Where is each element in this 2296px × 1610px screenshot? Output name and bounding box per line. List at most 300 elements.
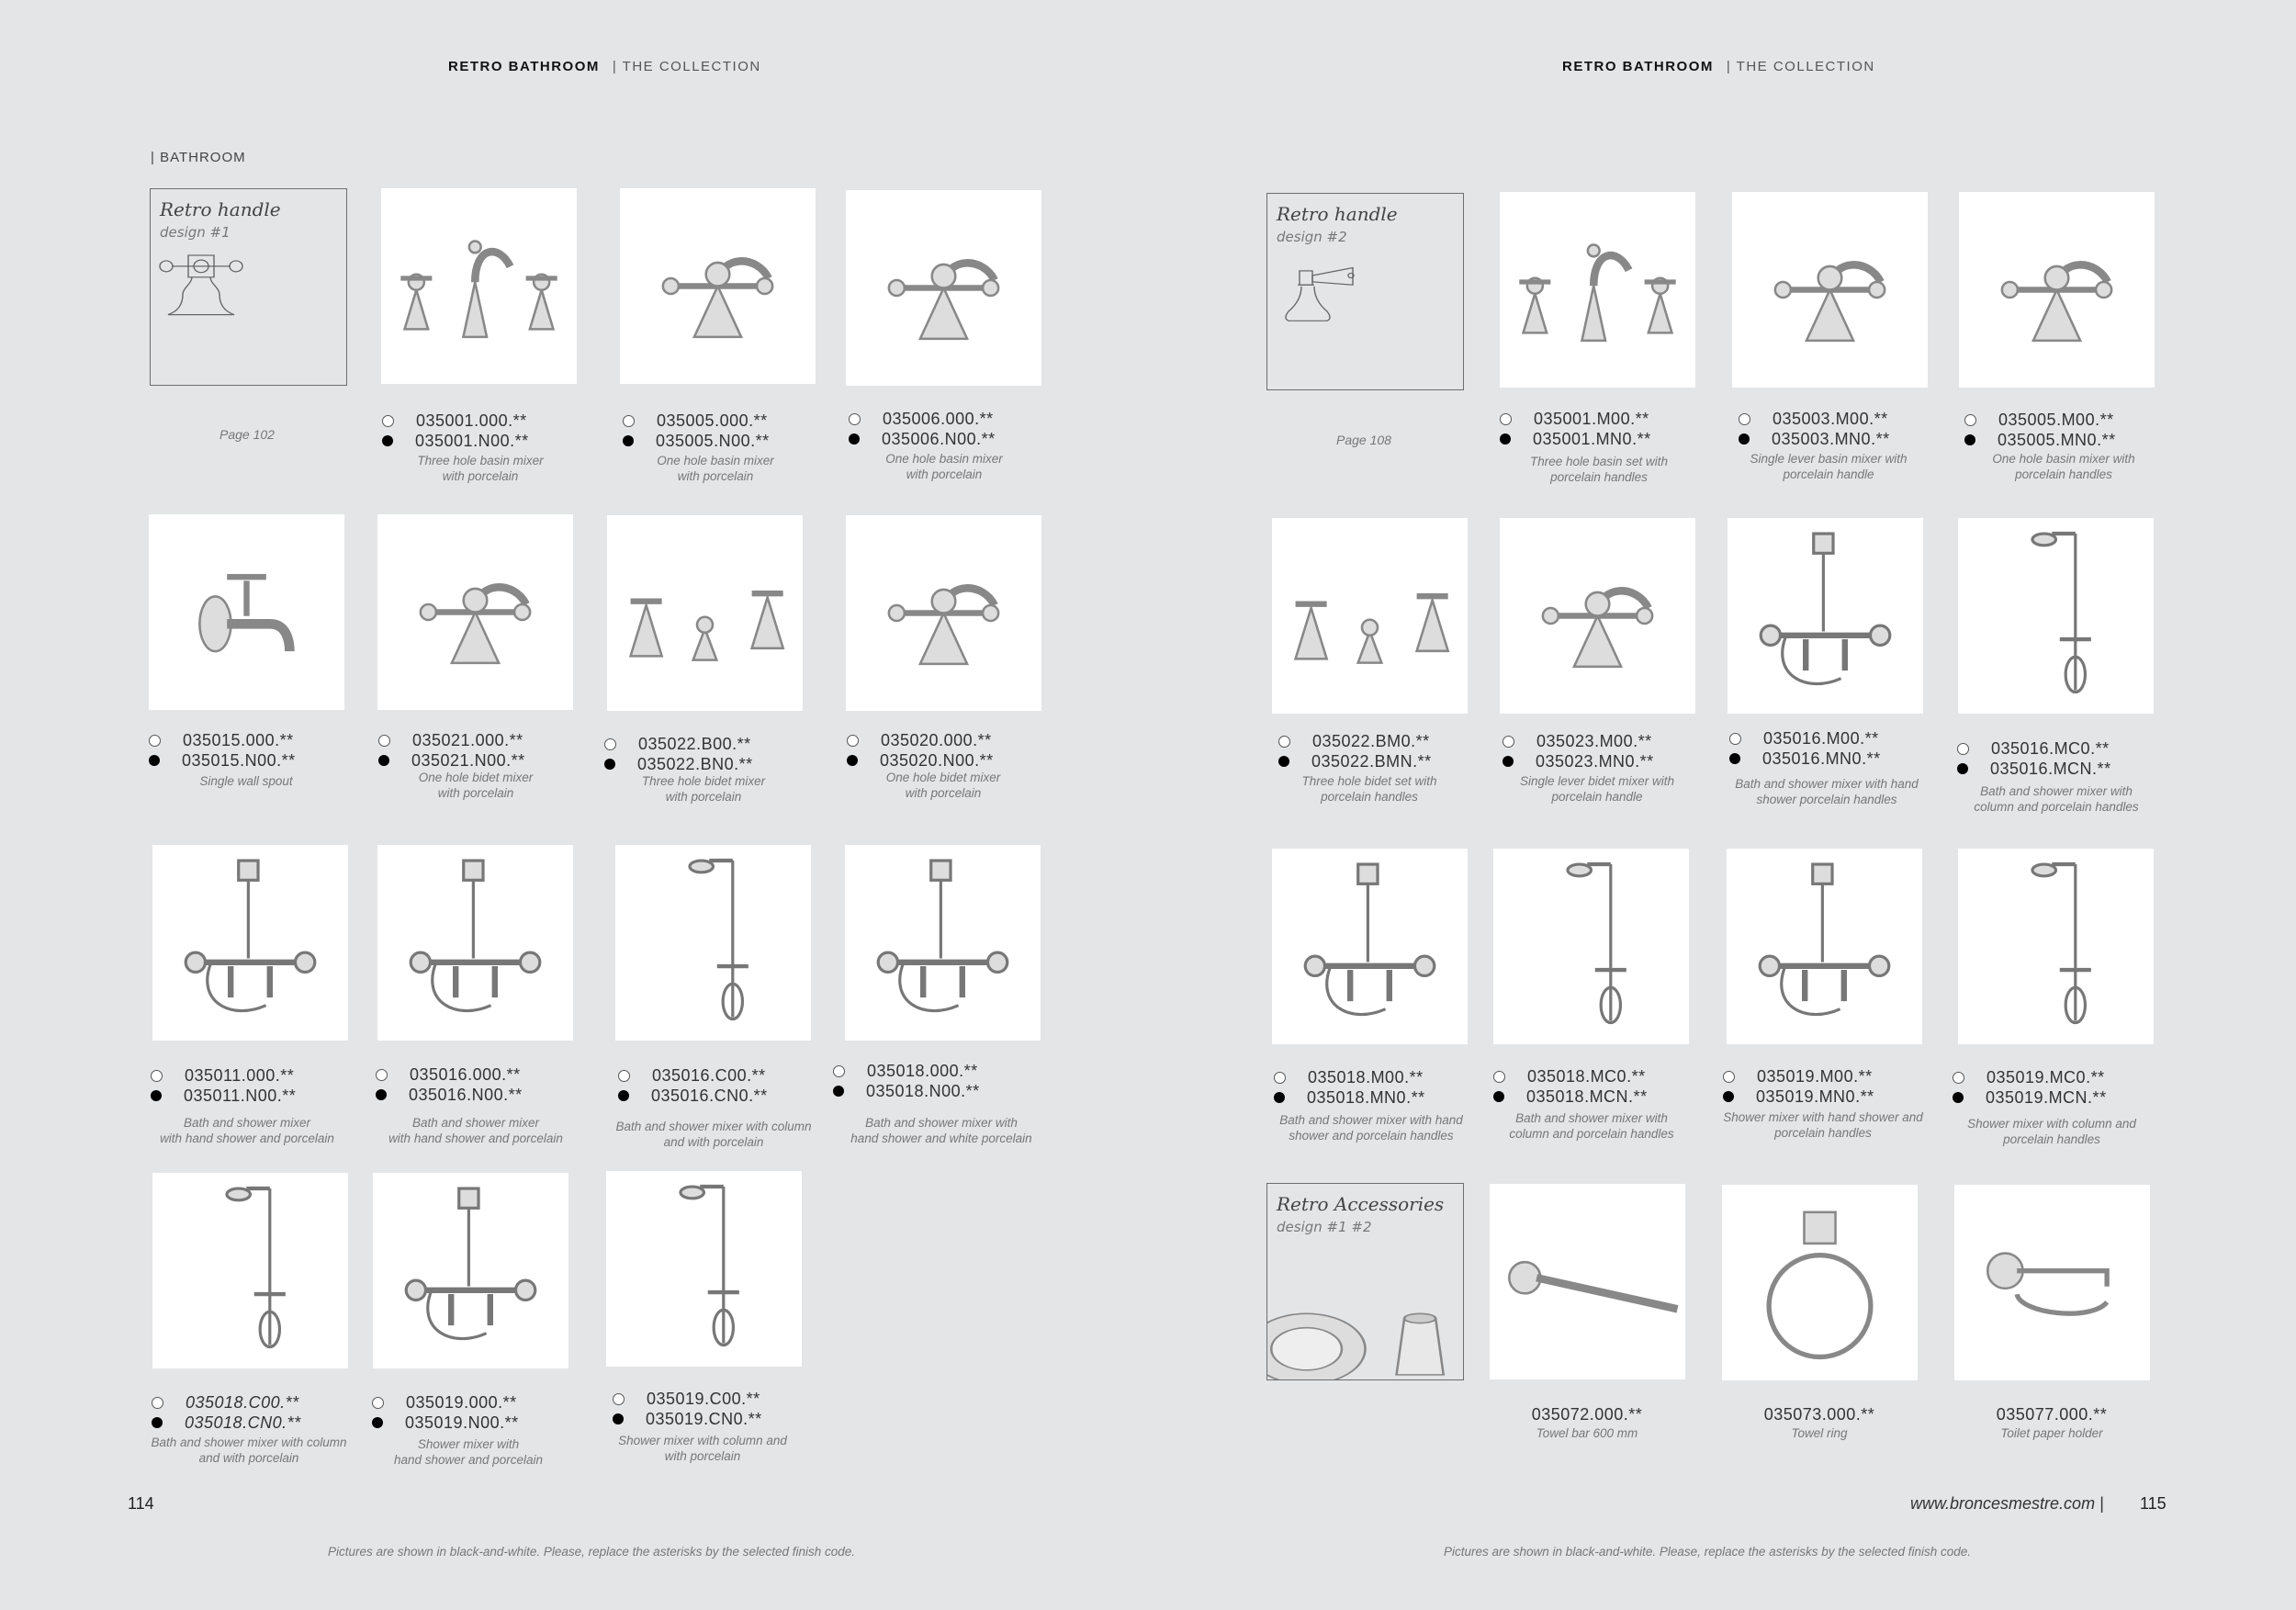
description-line: porcelain handles xyxy=(2003,1132,2100,1146)
product-code-row xyxy=(833,1081,980,1101)
description-line: porcelain handle xyxy=(1783,467,1874,481)
product-photo-icon xyxy=(620,188,816,384)
description-line: Shower mixer with xyxy=(417,1437,520,1451)
product-photo-icon xyxy=(149,514,344,710)
description-line: Single lever basin mixer with xyxy=(1750,452,1908,466)
product-code-row xyxy=(618,1065,768,1086)
product-codes xyxy=(1500,409,1651,449)
product-image xyxy=(1500,518,1695,714)
product-image xyxy=(377,845,573,1041)
product-code: 035019.C00.** xyxy=(647,1390,760,1408)
product-photo-icon xyxy=(846,190,1041,386)
product-code: 035021.000.** xyxy=(412,731,523,749)
product-code: 035011.000.** xyxy=(185,1066,295,1085)
accessory-code: 035072.000.** xyxy=(1531,1405,1643,1424)
accessory-code: 035077.000.** xyxy=(1996,1405,2108,1424)
description-line: Three hole bidet set with xyxy=(1301,774,1437,788)
description-line: Bath and shower mixer with column xyxy=(151,1435,347,1449)
finish-black-dot xyxy=(382,435,393,446)
product-code-row xyxy=(1278,751,1432,771)
accessory-description: Towel bar 600 mm xyxy=(1536,1426,1638,1440)
finish-chrome-dot xyxy=(1503,736,1514,748)
product-codes xyxy=(623,411,770,451)
header-brand: RETRO BATHROOM xyxy=(448,59,600,74)
finish-chrome-dot xyxy=(833,1065,845,1077)
product-code-row xyxy=(1500,409,1651,429)
product-code: 035019.N00.** xyxy=(405,1413,519,1432)
product-image xyxy=(1727,849,1922,1044)
product-code: 035019.MN0.** xyxy=(1756,1087,1874,1106)
finish-chrome-dot xyxy=(152,1397,163,1409)
product-code-row xyxy=(604,734,753,754)
product-code: 035022.B00.** xyxy=(638,735,751,753)
product-code-row xyxy=(613,1409,762,1429)
description-line: Bath and shower mixer with xyxy=(1980,784,2133,798)
product-code-row xyxy=(378,750,525,771)
finish-chrome-dot xyxy=(1274,1072,1286,1084)
finish-black-dot xyxy=(372,1417,383,1428)
product-code: 035015.000.** xyxy=(183,731,294,749)
product-code-row xyxy=(372,1413,519,1433)
product-description xyxy=(598,773,809,805)
product-code-row xyxy=(604,754,753,774)
product-description xyxy=(370,1115,581,1146)
product-codes xyxy=(1739,409,1890,449)
page-number-left: 114 xyxy=(128,1494,154,1513)
finish-black-dot xyxy=(1503,756,1514,767)
product-codes xyxy=(1953,1067,2107,1108)
description-line: Bath and shower mixer xyxy=(411,1116,540,1130)
product-code-row xyxy=(849,409,996,429)
product-image xyxy=(1732,192,1928,388)
finish-chrome-dot xyxy=(382,415,394,427)
product-image xyxy=(1958,849,2154,1044)
description-line: Bath and shower mixer with xyxy=(865,1116,1018,1130)
product-description xyxy=(1717,1109,1929,1141)
product-image xyxy=(615,845,811,1041)
product-code: 035018.N00.** xyxy=(866,1082,980,1100)
finish-chrome-dot xyxy=(1500,413,1512,425)
finish-black-dot xyxy=(1957,763,1968,774)
finish-black-dot xyxy=(149,755,160,766)
product-code-row xyxy=(149,730,296,750)
accessory-description: Toilet paper holder xyxy=(2000,1426,2103,1440)
product-code: 035023.M00.** xyxy=(1536,732,1652,750)
product-codes xyxy=(833,1061,980,1101)
description-line: column and porcelain handles xyxy=(1974,800,2139,814)
product-code-row xyxy=(1493,1086,1648,1107)
description-line: Shower mixer with hand shower and xyxy=(1723,1110,1923,1124)
product-code: 035018.CN0.** xyxy=(185,1413,301,1432)
finish-black-dot xyxy=(376,1089,387,1100)
product-code: 035016.N00.** xyxy=(409,1086,523,1104)
product-code: 035019.M00.** xyxy=(1757,1067,1873,1086)
product-codes xyxy=(1503,731,1654,771)
product-description xyxy=(836,1115,1047,1146)
finish-black-dot xyxy=(1739,433,1750,445)
description-line: porcelain handles xyxy=(1774,1126,1872,1140)
product-photo-icon xyxy=(1959,192,2155,388)
product-description xyxy=(838,770,1049,801)
product-image xyxy=(620,188,816,384)
description-line: with porcelain xyxy=(664,1449,741,1463)
product-code: 035001.000.** xyxy=(416,411,527,430)
finish-chrome-dot xyxy=(618,1070,630,1082)
description-line: Three hole basin set with xyxy=(1529,455,1669,468)
description-line: porcelain handle xyxy=(1551,790,1643,804)
description-line: with porcelain xyxy=(677,469,754,483)
product-code-row xyxy=(1278,731,1432,751)
product-image xyxy=(1722,1185,1918,1380)
product-code: 035005.MN0.** xyxy=(1998,431,2116,449)
finish-chrome-dot xyxy=(378,735,390,747)
product-codes xyxy=(1274,1067,1425,1108)
accessories-subtitle: design #1 #2 xyxy=(1277,1219,1372,1235)
product-code-row xyxy=(1503,731,1654,751)
product-photo-icon xyxy=(1728,518,1923,714)
product-code-row xyxy=(1500,429,1651,449)
product-codes xyxy=(1957,738,2111,779)
product-photo-icon xyxy=(377,845,573,1041)
product-code-row xyxy=(378,730,525,750)
product-code: 035016.C00.** xyxy=(652,1066,766,1085)
product-code: 035019.CN0.** xyxy=(646,1410,762,1428)
product-code-row xyxy=(623,431,770,451)
product-code: 035016.M00.** xyxy=(1763,729,1879,748)
product-photo-icon xyxy=(152,1173,348,1368)
footer-note-left: Pictures are shown in black-and-white. Please, replace the asterisks by the selected finish code. xyxy=(328,1545,856,1559)
product-code: 035016.MC0.** xyxy=(1991,739,2110,758)
product-codes xyxy=(618,1065,768,1106)
product-code-row xyxy=(376,1064,523,1085)
description-line: Bath and shower mixer xyxy=(183,1116,311,1130)
product-code: 035016.MCN.** xyxy=(1990,760,2111,778)
retro-accessories-box xyxy=(1266,1183,1464,1380)
product-code-row xyxy=(849,429,996,449)
product-code-row xyxy=(1964,430,2116,450)
product-image xyxy=(152,1173,348,1368)
finish-black-dot xyxy=(1953,1092,1964,1103)
finish-black-dot xyxy=(1729,753,1740,764)
handle-lever-icon xyxy=(1272,244,1364,322)
product-image xyxy=(152,845,348,1041)
product-codes xyxy=(1278,731,1432,771)
product-photo-icon xyxy=(1954,1185,2150,1380)
product-image xyxy=(1493,849,1689,1044)
product-codes xyxy=(613,1389,762,1429)
description-line: One hole basin mixer with xyxy=(1992,452,2135,466)
product-photo-icon xyxy=(1732,192,1928,388)
product-photo-icon xyxy=(1272,518,1468,714)
product-description xyxy=(370,770,581,801)
product-codes xyxy=(1493,1066,1648,1107)
product-image xyxy=(845,845,1041,1041)
description-line: Shower mixer with column and xyxy=(1967,1117,2136,1131)
description-line: Single lever bidet mixer with xyxy=(1519,774,1675,788)
page-number-right: 115 xyxy=(2140,1494,2167,1513)
finish-black-dot xyxy=(152,1417,163,1428)
product-code: 035018.000.** xyxy=(867,1062,978,1080)
header-brand: RETRO BATHROOM xyxy=(1562,59,1714,74)
description-line: Bath and shower mixer with xyxy=(1515,1111,1668,1125)
product-code-row xyxy=(847,750,994,771)
product-description xyxy=(1723,451,1934,482)
handle-subtitle: design #2 xyxy=(1277,229,1347,245)
product-description xyxy=(375,453,586,484)
product-description xyxy=(1946,1116,2157,1147)
page-reference: Page 102 xyxy=(219,427,275,442)
product-code: 035016.CN0.** xyxy=(651,1086,768,1105)
product-image xyxy=(606,1171,802,1367)
product-code-row xyxy=(382,431,529,451)
product-code: 035018.M00.** xyxy=(1308,1068,1424,1086)
accessories-title: Retro Accessories xyxy=(1277,1193,1445,1215)
description-line: with hand shower and porcelain xyxy=(388,1132,563,1145)
finish-black-dot xyxy=(613,1413,624,1424)
product-code: 035003.M00.** xyxy=(1773,410,1888,428)
product-code: 035016.MN0.** xyxy=(1762,749,1881,768)
footer-note-right: Pictures are shown in black-and-white. Please, replace the asterisks by the selected finish code. xyxy=(1444,1545,1972,1559)
product-code-row xyxy=(1274,1067,1425,1087)
product-code-row xyxy=(618,1086,768,1106)
product-codes xyxy=(376,1064,523,1105)
description-line: porcelain handles xyxy=(2015,467,2112,481)
page-reference: Page 108 xyxy=(1336,433,1391,447)
description-line: Bath and shower mixer with hand xyxy=(1279,1113,1463,1127)
description-line: Shower mixer with column and xyxy=(618,1434,787,1447)
description-line: hand shower and porcelain xyxy=(393,1453,544,1467)
product-photo-icon xyxy=(377,514,573,710)
product-code-row xyxy=(1503,751,1654,771)
finish-chrome-dot xyxy=(849,413,861,425)
product-description xyxy=(838,451,1050,482)
product-photo-icon xyxy=(846,515,1041,711)
product-code-row xyxy=(151,1065,296,1086)
product-image xyxy=(846,190,1041,386)
product-code-row xyxy=(149,750,296,771)
product-code-row xyxy=(1953,1087,2107,1108)
product-image xyxy=(1954,1185,2150,1380)
finish-chrome-dot xyxy=(1278,736,1290,748)
product-code-row xyxy=(151,1086,296,1106)
finish-chrome-dot xyxy=(613,1393,625,1405)
product-photo-icon xyxy=(373,1173,568,1368)
product-image xyxy=(1272,518,1468,714)
description-line: One hole bidet mixer xyxy=(418,771,534,784)
product-code: 035018.MN0.** xyxy=(1307,1088,1425,1107)
product-description xyxy=(1958,451,2169,482)
description-line: Bath and shower mixer with hand xyxy=(1735,777,1919,791)
description-line: Bath and shower mixer with column xyxy=(615,1120,812,1133)
description-line: column and porcelain handles xyxy=(1509,1127,1674,1141)
product-code-row xyxy=(372,1392,519,1413)
description-line: Three hole bidet mixer xyxy=(641,774,766,788)
product-code: 035005.N00.** xyxy=(656,432,770,450)
finish-black-dot xyxy=(833,1086,844,1097)
product-photo-icon xyxy=(1493,849,1689,1044)
finish-chrome-dot xyxy=(1957,743,1969,755)
product-image xyxy=(1490,1184,1685,1379)
description-line: One hole bidet mixer xyxy=(885,771,1001,784)
product-photo-icon xyxy=(1500,192,1695,388)
retro-handle-design1-box xyxy=(150,188,347,386)
finish-black-dot xyxy=(847,755,858,766)
product-image xyxy=(607,515,803,711)
finish-chrome-dot xyxy=(149,735,161,747)
product-code: 035011.N00.** xyxy=(184,1086,297,1105)
product-description xyxy=(1493,454,1705,485)
product-code: 035016.000.** xyxy=(410,1065,521,1084)
product-code-row xyxy=(1964,410,2116,430)
product-photo-icon xyxy=(1500,518,1695,714)
product-code: 035001.MN0.** xyxy=(1533,430,1651,448)
description-line: One hole basin mixer xyxy=(657,454,774,467)
product-code: 035018.C00.** xyxy=(186,1393,299,1412)
product-image xyxy=(846,515,1041,711)
product-code-row xyxy=(1723,1086,1874,1107)
product-image xyxy=(373,1173,568,1368)
product-code-row xyxy=(376,1085,523,1105)
description-line: and with porcelain xyxy=(198,1451,299,1465)
finish-chrome-dot xyxy=(1964,414,1976,426)
product-code: 035006.000.** xyxy=(883,410,994,428)
product-image xyxy=(377,514,573,710)
product-code: 035019.000.** xyxy=(406,1393,517,1412)
product-code: 035001.M00.** xyxy=(1534,410,1649,428)
website-url: www.broncesmestre.com | xyxy=(1910,1494,2104,1513)
handle-subtitle: design #1 xyxy=(160,224,231,241)
product-codes xyxy=(1729,728,1881,769)
product-photo-icon xyxy=(381,188,577,384)
handle-title: Retro handle xyxy=(160,198,281,220)
product-description xyxy=(608,1119,819,1150)
product-description xyxy=(141,1115,353,1146)
product-code-row xyxy=(1957,738,2111,759)
product-codes xyxy=(378,730,525,771)
accessory-description: Towel ring xyxy=(1791,1426,1848,1440)
finish-black-dot xyxy=(618,1090,629,1101)
product-photo-icon xyxy=(1958,518,2154,714)
finish-black-dot xyxy=(378,755,389,766)
product-image xyxy=(381,188,577,384)
product-code-row xyxy=(1953,1067,2107,1087)
description-line: porcelain handles xyxy=(1550,470,1648,484)
finish-black-dot xyxy=(1723,1091,1734,1102)
finish-black-dot xyxy=(623,435,634,446)
product-codes xyxy=(849,409,996,449)
finish-black-dot xyxy=(604,759,615,770)
product-code-row xyxy=(1493,1066,1648,1086)
accessory-detail-icon xyxy=(1267,1262,1463,1379)
product-photo-icon xyxy=(1722,1185,1918,1380)
product-description xyxy=(1264,773,1475,805)
product-description xyxy=(1266,1112,1477,1143)
product-code-row xyxy=(152,1413,301,1433)
finish-chrome-dot xyxy=(1493,1071,1505,1083)
finish-chrome-dot xyxy=(1729,733,1741,745)
product-image xyxy=(1959,192,2155,388)
description-line: Three hole basin mixer xyxy=(417,454,544,467)
finish-black-dot xyxy=(1493,1091,1504,1102)
product-image xyxy=(1500,192,1695,388)
product-codes xyxy=(149,730,296,771)
section-label: | BATHROOM xyxy=(151,150,246,165)
header-section: | THE COLLECTION xyxy=(612,59,761,74)
description-line: with porcelain xyxy=(905,786,982,800)
product-description xyxy=(597,1433,808,1464)
description-line: with porcelain xyxy=(665,790,742,804)
product-codes xyxy=(1964,410,2116,450)
description-line: porcelain handles xyxy=(1321,790,1418,804)
product-code-row xyxy=(1723,1066,1874,1086)
description-line: Single wall spout xyxy=(199,774,293,788)
product-codes xyxy=(151,1065,296,1106)
description-line: with porcelain xyxy=(442,469,519,483)
finish-chrome-dot xyxy=(372,1397,384,1409)
finish-black-dot xyxy=(1274,1092,1285,1103)
finish-chrome-dot xyxy=(623,415,635,427)
description-line: hand shower and white porcelain xyxy=(850,1132,1032,1145)
product-description xyxy=(1721,776,1932,807)
product-code-row xyxy=(623,411,770,431)
finish-chrome-dot xyxy=(604,738,616,750)
product-code: 035022.BN0.** xyxy=(637,755,753,773)
product-codes xyxy=(847,730,994,771)
product-photo-icon xyxy=(1272,849,1468,1044)
handle-cross-icon xyxy=(155,240,247,318)
product-photo-icon xyxy=(606,1171,802,1367)
product-description xyxy=(363,1436,574,1468)
product-codes xyxy=(382,411,529,451)
product-code: 035015.N00.** xyxy=(182,751,296,770)
product-code-row xyxy=(1729,749,1881,769)
product-codes xyxy=(372,1392,519,1433)
description-line: shower porcelain handles xyxy=(1756,793,1897,806)
product-photo-icon xyxy=(607,515,803,711)
product-code: 035005.000.** xyxy=(657,411,768,430)
product-photo-icon xyxy=(1958,849,2154,1044)
product-photo-icon xyxy=(845,845,1041,1041)
product-code: 035019.MC0.** xyxy=(1986,1068,2105,1086)
product-code: 035018.MC0.** xyxy=(1527,1067,1646,1086)
product-code: 035018.MCN.** xyxy=(1526,1087,1648,1106)
product-code-row xyxy=(152,1392,301,1413)
product-code-row xyxy=(833,1061,980,1081)
description-line: with porcelain xyxy=(906,467,983,481)
product-code-row xyxy=(382,411,529,431)
finish-chrome-dot xyxy=(1953,1072,1964,1084)
product-code: 035001.N00.** xyxy=(415,432,529,450)
product-code-row xyxy=(1739,409,1890,429)
description-line: with hand shower and porcelain xyxy=(160,1132,334,1145)
product-code-row xyxy=(847,730,994,750)
product-photo-icon xyxy=(1490,1184,1685,1379)
finish-black-dot xyxy=(1500,433,1511,445)
description-line: with porcelain xyxy=(437,786,514,800)
product-code: 035020.000.** xyxy=(881,731,992,749)
product-code: 035006.N00.** xyxy=(882,430,996,448)
product-code: 035005.M00.** xyxy=(1998,411,2114,429)
header-section: | THE COLLECTION xyxy=(1726,59,1875,74)
product-code: 035021.N00.** xyxy=(411,751,525,770)
product-codes xyxy=(1723,1066,1874,1107)
finish-chrome-dot xyxy=(1723,1071,1735,1083)
finish-black-dot xyxy=(849,433,860,445)
product-code-row xyxy=(1957,759,2111,779)
product-code-row xyxy=(1739,429,1890,449)
finish-chrome-dot xyxy=(847,735,859,747)
product-image xyxy=(1958,518,2154,714)
